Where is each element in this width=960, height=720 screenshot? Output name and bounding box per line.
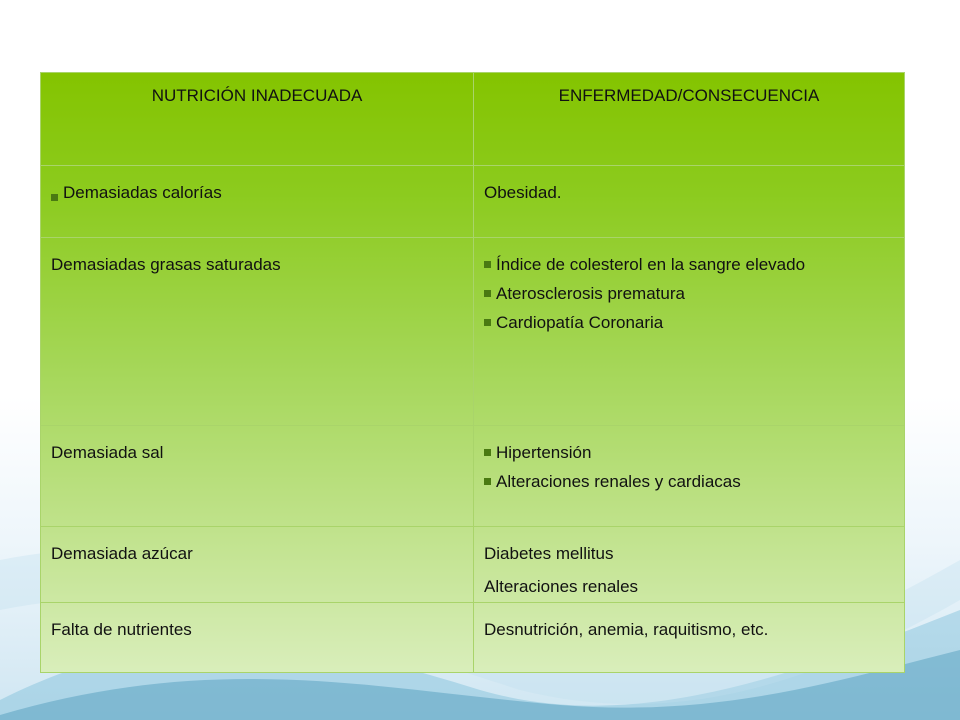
row-right-text: Desnutrición, anemia, raquitismo, etc. (484, 620, 769, 639)
row-left-text: Demasiadas grasas saturadas (51, 255, 281, 274)
list-item-text: Hipertensión (496, 443, 592, 462)
table-row (41, 238, 905, 426)
row-cell-left (41, 527, 474, 603)
nutrition-table (40, 72, 905, 673)
square-bullet-icon (484, 319, 491, 326)
table-row (41, 166, 905, 238)
bullet-item (51, 183, 222, 202)
list-item-text: Índice de colesterol en la sangre elevado (496, 255, 806, 274)
square-bullet-icon (484, 449, 491, 456)
row-right-text: Alteraciones renales (484, 577, 639, 596)
table-row (41, 603, 905, 673)
row-cell-right (474, 238, 905, 426)
list-item (484, 438, 894, 467)
consequence-list (484, 250, 894, 337)
row-left-text: Falta de nutrientes (51, 620, 192, 639)
row-cell-right (474, 166, 905, 238)
row-left-text: Demasiada azúcar (51, 544, 193, 563)
list-item-text: Aterosclerosis prematura (496, 284, 685, 303)
row-cell-left (41, 426, 474, 527)
table-row (41, 527, 905, 603)
square-bullet-icon (484, 261, 491, 268)
row-left-text: Demasiadas calorías (63, 183, 222, 202)
consequence-list (484, 438, 894, 496)
list-item (484, 279, 894, 308)
table-header-row (41, 73, 905, 166)
list-item (484, 250, 894, 279)
list-item-text: Cardiopatía Coronaria (496, 313, 664, 332)
list-item (484, 308, 894, 337)
row-cell-left (41, 166, 474, 238)
row-cell-left (41, 238, 474, 426)
square-bullet-icon (51, 194, 58, 201)
row-cell-left (41, 603, 474, 673)
list-item (484, 467, 894, 496)
row-left-text: Demasiada sal (51, 443, 164, 462)
header-cell-nutrition: NUTRICIÓN INADECUADA (41, 73, 474, 166)
square-bullet-icon (484, 478, 491, 485)
list-item-text: Alteraciones renales y cardiacas (496, 472, 741, 491)
row-right-text: Obesidad. (484, 183, 562, 202)
row-cell-right (474, 527, 905, 603)
table-row (41, 426, 905, 527)
header-cell-disease: ENFERMEDAD/CONSECUENCIA (474, 73, 905, 166)
row-right-text: Diabetes mellitus (484, 544, 614, 563)
row-cell-right (474, 426, 905, 527)
square-bullet-icon (484, 290, 491, 297)
row-cell-right (474, 603, 905, 673)
